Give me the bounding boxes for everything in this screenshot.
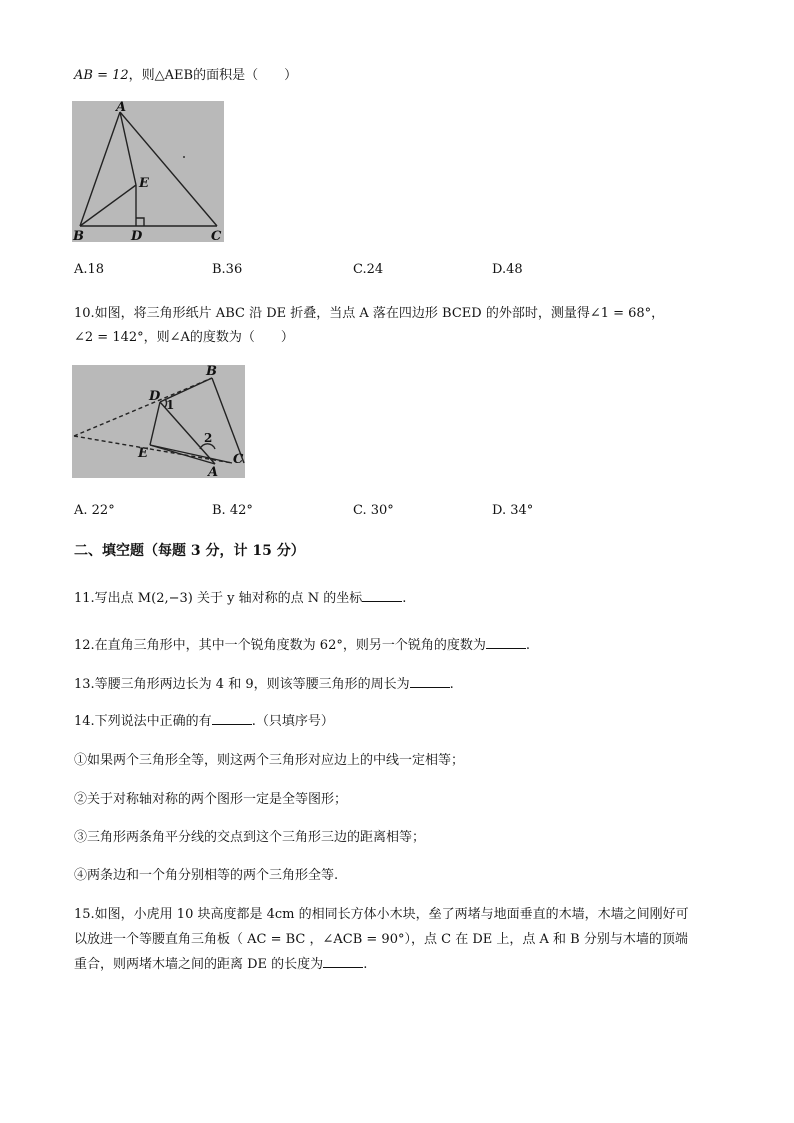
q10-folded-ea (150, 445, 215, 464)
q10-label-angle-2: 2 (204, 431, 213, 445)
q14-statement-4: ④两条边和一个角分别相等的两个三角形全等. (74, 868, 339, 883)
q9-label-b: B (73, 229, 84, 242)
q9-label-d: D (131, 229, 143, 242)
q10-segment-ec (150, 445, 232, 463)
q10-option-d: D. 34° (492, 503, 534, 518)
q10-figure (72, 365, 245, 478)
q11-end: . (402, 591, 407, 606)
q15-answer-blank[interactable] (323, 955, 363, 968)
q14-statement-1: ①如果两个三角形全等，则这两个三角形对应边上的中线一定相等； (74, 753, 465, 768)
q11-answer-blank[interactable] (362, 589, 402, 602)
q14-statement-2: ②关于对称轴对称的两个图形一定是全等图形； (74, 792, 348, 807)
q14-text: 14.下列说法中正确的有 (74, 714, 212, 729)
q10-label-d: D (149, 389, 161, 404)
q14 (74, 710, 334, 729)
q13 (74, 673, 454, 692)
q15-end: . (363, 957, 368, 972)
q12 (74, 634, 530, 653)
q9-label-a: A (116, 101, 127, 115)
q9-segment-be (80, 185, 136, 226)
q12-answer-blank[interactable] (486, 636, 526, 649)
q10-label-b: B (206, 365, 217, 379)
q10-option-b: B. 42° (212, 503, 253, 518)
q15-line1: 15.如图，小虎用 10 块高度都是 4cm 的相同长方体小木块，垒了两堵与地面垂直的木墙，木墙之间刚好可 (74, 907, 689, 922)
q9-right-angle-mark (136, 218, 144, 226)
q9-side-ac (120, 112, 217, 226)
q13-answer-blank[interactable] (410, 675, 450, 688)
q9-figure (72, 101, 224, 242)
q14-answer-blank[interactable] (212, 712, 252, 725)
q10-fold-de (150, 402, 160, 445)
q10-option-c: C. 30° (353, 503, 394, 518)
q13-text: 13.等腰三角形两边长为 4 和 9，则该等腰三角形的周长为 (74, 677, 410, 692)
q9-segment-ae (120, 112, 136, 185)
q14-end: .（只填序号） (251, 714, 334, 729)
q9-side-ab (80, 112, 120, 226)
q12-text: 12.在直角三角形中，其中一个锐角度数为 62°，则另一个锐角的度数为 (74, 638, 486, 653)
q10-label-a: A (208, 465, 219, 478)
q9-stem-tail: ，则△AEB的面积是（ ） (128, 68, 298, 83)
q9-label-e: E (139, 176, 149, 191)
q9-stem-lead: AB = 12 (74, 68, 129, 83)
q10-label-c: C (233, 452, 244, 467)
q9-option-b: B.36 (212, 262, 243, 277)
q9-label-c: C (211, 229, 222, 242)
q10-stem-line1: 10.如图，将三角形纸片 ABC 沿 DE 折叠，当点 A 落在四边形 BCED 的外部时，测量得∠1 = 68°， (74, 306, 665, 321)
q10-label-angle-1: 1 (166, 398, 175, 412)
q9-stem (74, 64, 297, 83)
q10-option-a: A. 22° (74, 503, 115, 518)
q13-end: . (449, 677, 454, 692)
q9-option-a: A.18 (74, 262, 105, 277)
q14-statement-3: ③三角形两条角平分线的交点到这个三角形三边的距离相等； (74, 830, 426, 845)
q9-option-c: C.24 (353, 262, 384, 277)
q12-end: . (525, 638, 530, 653)
q10-label-e: E (138, 446, 148, 461)
q10-dashed-ab (74, 378, 212, 436)
q15-line2: 以放进一个等腰直角三角板（ AC = BC ，∠ACB = 90°），点 C 在 DE 上，点 A 和 B 分别与木墙的顶端 (74, 932, 688, 947)
q11 (74, 587, 406, 606)
q9-option-d: D.48 (492, 262, 523, 277)
q10-stem-line2: ∠2 = 142°，则∠A的度数为（ ） (74, 330, 294, 345)
q15-text: 重合，则两堵木墙之间的距离 DE 的长度为 (74, 957, 324, 972)
q10-side-bc (212, 378, 244, 463)
q11-text: 11.写出点 M(2,−3) 关于 y 轴对称的点 N 的坐标 (74, 591, 363, 606)
q15-line3 (74, 953, 367, 972)
section-fill-in-title: 二、填空题（每题 3 分，计 15 分） (74, 543, 305, 559)
